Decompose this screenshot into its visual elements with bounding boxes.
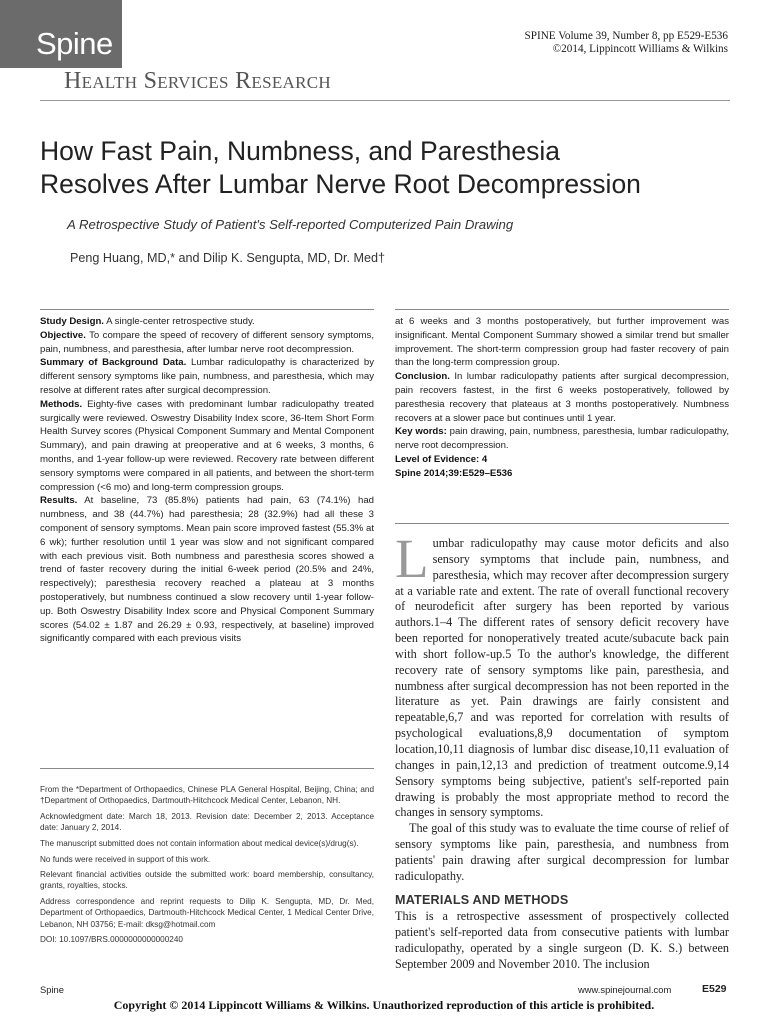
results-text: At baseline, 73 (85.8%) patients had pain, 63 (74.1%) had numbness, and 38 (44.7%) had paresthesia; 28 (32.9%) had all these 3 component of sensory symptoms. Mean pain score improved fastest (55.3% at 6 wk); further resolution until 1 year was slow and not significant compared with each previous visit. Both numbness and paresthesia scores showed a trend of faster recovery during the initial 6-week period (20.5% and 24%, respectively); paresthesia recovery reached a plateau at 3 months postoperatively, but numbness continued a slow recovery until 1-year follow-up. Both Oswestry Disability Index score and Physical Component Summary scores (54.02 ± 1.87 and 26.29 ± 0.93, respectively, at baseline) improved significantly compared with each previous visits [40, 495, 374, 645]
objective-label: Objective. [40, 329, 86, 341]
results-label: Results. [40, 495, 78, 507]
title-line-1: How Fast Pain, Numbness, and Paresthesia [40, 136, 560, 166]
intro-text: umbar radiculopathy may cause motor deficits and also sensory symptoms that include pain, numbness, and paresthesia, which may recover after decompression surgery at a variable rate and extent. The rate of overall functional recovery of neurodeficit after surgery has been reported by various authors.1–4 The different rates of sensory deficit recovery have been reported for nonoperatively treated acute/subacute back pain with short follow-up.5 To the author's knowledge, the different recovery rate of sensory symptoms like pain, paresthesia, and numbness after surgical decompression has not been reported in the literature as yet. Pain drawings are fairly consistent and repeatable,6,7 and was reported for correlation with results of psychological evaluations,8,9 documentation of symptom location,10,11 diagnosis of lumbar disc disease,10,11 evaluation of changes in pain,12,13 and prediction of treatment outcome.9,14 Sensory symptoms being subjective, patient's self-reported pain drawing is probably the most appropriate method to record the changes in sensory symptoms. [395, 536, 729, 820]
footnote-financial: Relevant financial activities outside the submitted work: board membership, consultancy, grants, royalties, stocks. [40, 870, 374, 891]
objective-text: To compare the speed of recovery of different sensory symptoms, pain, numbness, and paresthesia, after lumbar nerve root decompression. [40, 329, 374, 355]
methods-label: Methods. [40, 398, 83, 410]
journal-copyright-line: ©2014, Lippincott Williams & Wilkins [552, 43, 728, 55]
body-goal: The goal of this study was to evaluate the time course of relief of sensory symptoms like pain, paresthesia, and numbness from patients' pain drawing after surgical decompression for lumbar radiculopathy. [395, 821, 729, 883]
body-methods: This is a retrospective assessment of prospectively collected patient's self-reported data from consecutive patients with lumbar radiculopathy, operated by a single surgeon (D. K. S.) between September 2009 and November 2010. The inclusion [395, 909, 729, 971]
journal-info [525, 30, 728, 56]
study-design-text: A single-center retrospective study. [103, 316, 255, 327]
abstract-results-continued: at 6 weeks and 3 months postoperatively, but further improvement was insignificant. Mental Component Summary showed a similar trend but smaller improvement. The short-term compression group had faster recovery of pain than the long-term compression group. [395, 316, 729, 369]
abstract-citation [395, 467, 729, 481]
keywords-text: pain drawing, pain, numbness, paresthesia, lumbar radiculopathy, nerve root decompression. [395, 426, 729, 452]
body-intro [395, 528, 729, 821]
methods-heading: MATERIALS AND METHODS [395, 892, 569, 907]
study-design-label: Study Design. [40, 316, 104, 327]
abstract-conclusion [395, 370, 729, 425]
footnote-affiliation: From the *Department of Orthopaedics, Chinese PLA General Hospital, Beijing, China; and †Department of Orthopaedics, Dartmouth-Hitchcock Medical Center, Lebanon, NH. [40, 785, 374, 806]
abstract-keywords [395, 425, 729, 453]
abstract-evidence [395, 453, 729, 467]
copyright-notice: Copyright © 2014 Lippincott Williams & Wilkins. Unauthorized reproduction of this article is prohibited. [113, 998, 655, 1012]
keywords-label: Key words: [395, 426, 447, 438]
footnote-correspondence: Address correspondence and reprint requests to Dilip K. Sengupta, MD, Dr. Med, Department of Orthopaedics, Dartmouth-Hitchcock Medical Center, 1 Medical Center Drive, Lebanon, NH 03756; E-mail: dksg@hotmail.com [40, 897, 374, 929]
footer-url[interactable]: www.spinejournal.com [578, 984, 672, 995]
section-divider [40, 100, 730, 101]
article-authors: Peng Huang, MD,* and Dilip K. Sengupta, MD, Dr. Med† [70, 251, 386, 265]
footer-journal-name: Spine [40, 984, 64, 995]
article-title [40, 135, 740, 201]
footnote-doi: DOI: 10.1097/BRS.0000000000000240 [40, 935, 183, 945]
abstract-objective [40, 329, 374, 357]
conclusion-label: Conclusion. [395, 371, 450, 383]
evidence-label: Level of Evidence: [395, 453, 480, 465]
abstract-bottom-rule-left [40, 768, 374, 769]
abstract-results [40, 494, 374, 646]
journal-logo [0, 0, 122, 68]
journal-volume-line: SPINE Volume 39, Number 8, pp E529-E536 [524, 30, 728, 42]
abstract-top-rule-right [395, 309, 729, 310]
footer-page-number: E529 [702, 983, 727, 995]
summary-text: Lumbar radiculopathy is characterized by different sensory symptoms like pain, numbness, and paresthesia, which may resolve at different rates after surgical decompression. [40, 357, 374, 396]
journal-logo-text: Spine [36, 26, 113, 61]
abstract-summary [40, 356, 374, 397]
footnote-device: The manuscript submitted does not contain information about medical device(s)/drug(s). [40, 838, 359, 848]
summary-label: Summary of Background Data. [40, 357, 187, 369]
evidence-value: 4 [479, 453, 488, 465]
section-heading: Health Services Research [64, 68, 331, 94]
abstract-methods [40, 398, 374, 495]
abstract-bottom-rule-right [395, 523, 729, 524]
footnotes [40, 784, 374, 950]
methods-text: Eighty-five cases with predominant lumbar radiculopathy treated surgically were reviewed. Oswestry Disability Index score, 36-Item Short Form Health Survey scores (Physical Component Summary and Mental Component Summary), and pain drawing at preoperative and at 6 weeks, 3 months, 6 months, and 1-year follow-up were reviewed. Recovery rate between different sensory symptoms were compared in all patients, and between the short-term compression (<6 mo) and long-term compression groups. [40, 398, 374, 493]
abstract-top-rule-left [40, 309, 374, 310]
abstract-right-column [395, 315, 729, 481]
abstract-left-column [40, 315, 374, 646]
footnote-funds: No funds were received in support of this work. [40, 854, 211, 864]
citation-text: Spine 2014;39:E529–E536 [395, 467, 513, 479]
title-line-2: Resolves After Lumbar Nerve Root Decompression [40, 169, 641, 199]
article-subtitle: A Retrospective Study of Patient's Self-reported Computerized Pain Drawing [67, 217, 514, 232]
footnote-dates: Acknowledgment date: March 18, 2013. Revision date: December 2, 2013. Acceptance date: January 2, 2014. [40, 811, 374, 833]
conclusion-text: In lumbar radiculopathy patients after surgical decompression, pain recovers fastest, in the first 6 weeks postoperatively, followed by paresthesia recovery that plateaus at 3 months postoperatively. Numbness recovers at a slower pace but continues until 1 year. [395, 371, 729, 424]
article-body [395, 528, 729, 973]
drop-cap: L [395, 528, 429, 589]
abstract-study-design [40, 315, 374, 329]
